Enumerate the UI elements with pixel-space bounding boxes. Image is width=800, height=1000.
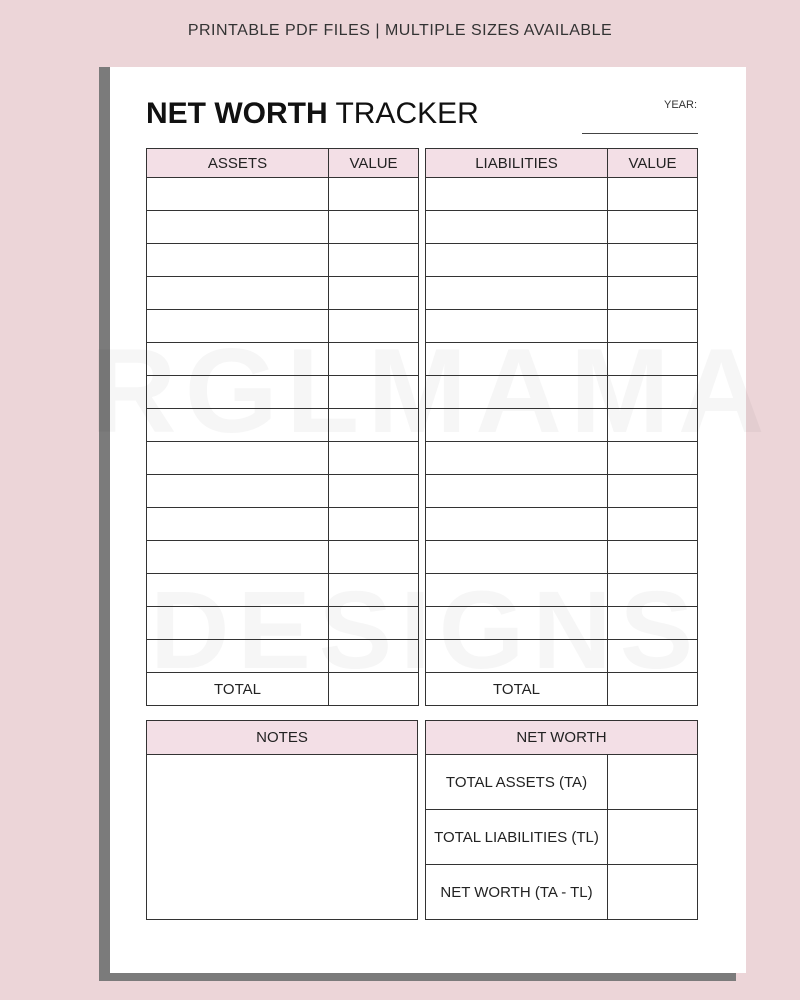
asset-row	[147, 541, 419, 574]
notes-area[interactable]	[147, 755, 418, 920]
liability-name-cell[interactable]	[426, 541, 608, 574]
notes-table	[146, 720, 418, 920]
asset-value-cell[interactable]	[329, 310, 419, 343]
net-worth-label: NET WORTH (TA - TL)	[426, 865, 608, 920]
asset-name-cell[interactable]	[147, 277, 329, 310]
asset-name-cell[interactable]	[147, 607, 329, 640]
asset-row	[147, 409, 419, 442]
liability-value-cell[interactable]	[608, 310, 698, 343]
liability-value-cell[interactable]	[608, 475, 698, 508]
asset-name-cell[interactable]	[147, 211, 329, 244]
liability-name-cell[interactable]	[426, 607, 608, 640]
net-worth-header: NET WORTH	[426, 721, 698, 755]
liability-value-cell[interactable]	[608, 211, 698, 244]
liability-row	[426, 244, 698, 277]
asset-value-cell[interactable]	[329, 442, 419, 475]
asset-row	[147, 475, 419, 508]
total-liabilities-value-cell[interactable]	[608, 810, 698, 865]
asset-name-cell[interactable]	[147, 376, 329, 409]
liability-row	[426, 508, 698, 541]
liability-value-cell[interactable]	[608, 409, 698, 442]
asset-row	[147, 607, 419, 640]
liability-row	[426, 607, 698, 640]
asset-row	[147, 640, 419, 673]
net-worth-value-cell[interactable]	[608, 865, 698, 920]
asset-name-cell[interactable]	[147, 244, 329, 277]
liability-value-cell[interactable]	[608, 178, 698, 211]
liability-name-cell[interactable]	[426, 244, 608, 277]
liability-row	[426, 310, 698, 343]
liability-name-cell[interactable]	[426, 475, 608, 508]
asset-value-cell[interactable]	[329, 541, 419, 574]
asset-value-cell[interactable]	[329, 475, 419, 508]
asset-value-cell[interactable]	[329, 508, 419, 541]
assets-body	[147, 178, 419, 673]
liability-row	[426, 475, 698, 508]
liability-row	[426, 178, 698, 211]
title-light: TRACKER	[335, 97, 479, 130]
asset-name-cell[interactable]	[147, 442, 329, 475]
title-bold: NET WORTH	[146, 97, 328, 130]
asset-value-cell[interactable]	[329, 376, 419, 409]
asset-row	[147, 310, 419, 343]
asset-name-cell[interactable]	[147, 541, 329, 574]
assets-total-row	[147, 673, 419, 706]
liability-name-cell[interactable]	[426, 640, 608, 673]
liability-value-cell[interactable]	[608, 277, 698, 310]
assets-header-row	[147, 149, 419, 178]
asset-row	[147, 574, 419, 607]
asset-row	[147, 211, 419, 244]
asset-row	[147, 508, 419, 541]
asset-name-cell[interactable]	[147, 640, 329, 673]
notes-header-row	[147, 721, 418, 755]
liability-row	[426, 376, 698, 409]
liabilities-total-value-cell[interactable]	[608, 673, 698, 706]
asset-name-cell[interactable]	[147, 409, 329, 442]
liability-row	[426, 574, 698, 607]
asset-name-cell[interactable]	[147, 310, 329, 343]
asset-name-cell[interactable]	[147, 475, 329, 508]
liability-value-cell[interactable]	[608, 541, 698, 574]
asset-value-cell[interactable]	[329, 607, 419, 640]
tracker-sheet	[110, 67, 746, 973]
asset-row	[147, 277, 419, 310]
liabilities-table	[425, 148, 698, 706]
liability-name-cell[interactable]	[426, 376, 608, 409]
asset-value-cell[interactable]	[329, 574, 419, 607]
liability-row	[426, 409, 698, 442]
liability-row	[426, 541, 698, 574]
liability-value-cell[interactable]	[608, 376, 698, 409]
assets-table	[146, 148, 419, 706]
liability-name-cell[interactable]	[426, 277, 608, 310]
total-assets-value-cell[interactable]	[608, 755, 698, 810]
liability-name-cell[interactable]	[426, 442, 608, 475]
liability-name-cell[interactable]	[426, 178, 608, 211]
asset-row	[147, 178, 419, 211]
liabilities-total-label: TOTAL	[426, 673, 608, 706]
liability-value-cell[interactable]	[608, 442, 698, 475]
liability-row	[426, 211, 698, 244]
total-liabilities-label: TOTAL LIABILITIES (TL)	[426, 810, 608, 865]
year-field-line[interactable]	[582, 133, 698, 134]
liability-row	[426, 343, 698, 376]
notes-header: NOTES	[147, 721, 418, 755]
asset-value-cell[interactable]	[329, 244, 419, 277]
asset-row	[147, 343, 419, 376]
liability-value-cell[interactable]	[608, 574, 698, 607]
asset-name-cell[interactable]	[147, 178, 329, 211]
liabilities-header-row	[426, 149, 698, 178]
liability-name-cell[interactable]	[426, 343, 608, 376]
assets-total-label: TOTAL	[147, 673, 329, 706]
net-worth-row	[426, 755, 698, 810]
liabilities-value-header: VALUE	[608, 149, 698, 178]
liabilities-body	[426, 178, 698, 673]
net-worth-table	[425, 720, 698, 920]
asset-row	[147, 376, 419, 409]
liability-name-cell[interactable]	[426, 409, 608, 442]
asset-value-cell[interactable]	[329, 277, 419, 310]
net-worth-header-row	[426, 721, 698, 755]
page-title	[146, 97, 479, 131]
liability-row	[426, 640, 698, 673]
liability-value-cell[interactable]	[608, 343, 698, 376]
liability-value-cell[interactable]	[608, 640, 698, 673]
assets-value-header: VALUE	[329, 149, 419, 178]
liability-row	[426, 277, 698, 310]
net-worth-row	[426, 865, 698, 920]
year-label: YEAR:	[664, 99, 698, 111]
liability-name-cell[interactable]	[426, 574, 608, 607]
asset-value-cell[interactable]	[329, 211, 419, 244]
liability-value-cell[interactable]	[608, 244, 698, 277]
asset-value-cell[interactable]	[329, 178, 419, 211]
asset-row	[147, 442, 419, 475]
liability-value-cell[interactable]	[608, 508, 698, 541]
asset-name-cell[interactable]	[147, 574, 329, 607]
liability-name-cell[interactable]	[426, 211, 608, 244]
asset-value-cell[interactable]	[329, 640, 419, 673]
liabilities-total-row	[426, 673, 698, 706]
liability-name-cell[interactable]	[426, 310, 608, 343]
liability-name-cell[interactable]	[426, 508, 608, 541]
top-banner: PRINTABLE PDF FILES | MULTIPLE SIZES AVAILABLE	[187, 22, 613, 39]
total-assets-label: TOTAL ASSETS (TA)	[426, 755, 608, 810]
asset-name-cell[interactable]	[147, 343, 329, 376]
liabilities-header: LIABILITIES	[426, 149, 608, 178]
net-worth-row	[426, 810, 698, 865]
liability-value-cell[interactable]	[608, 607, 698, 640]
liability-row	[426, 442, 698, 475]
asset-name-cell[interactable]	[147, 508, 329, 541]
assets-header: ASSETS	[147, 149, 329, 178]
asset-value-cell[interactable]	[329, 409, 419, 442]
asset-row	[147, 244, 419, 277]
assets-total-value-cell[interactable]	[329, 673, 419, 706]
notes-body-row	[147, 755, 418, 920]
asset-value-cell[interactable]	[329, 343, 419, 376]
